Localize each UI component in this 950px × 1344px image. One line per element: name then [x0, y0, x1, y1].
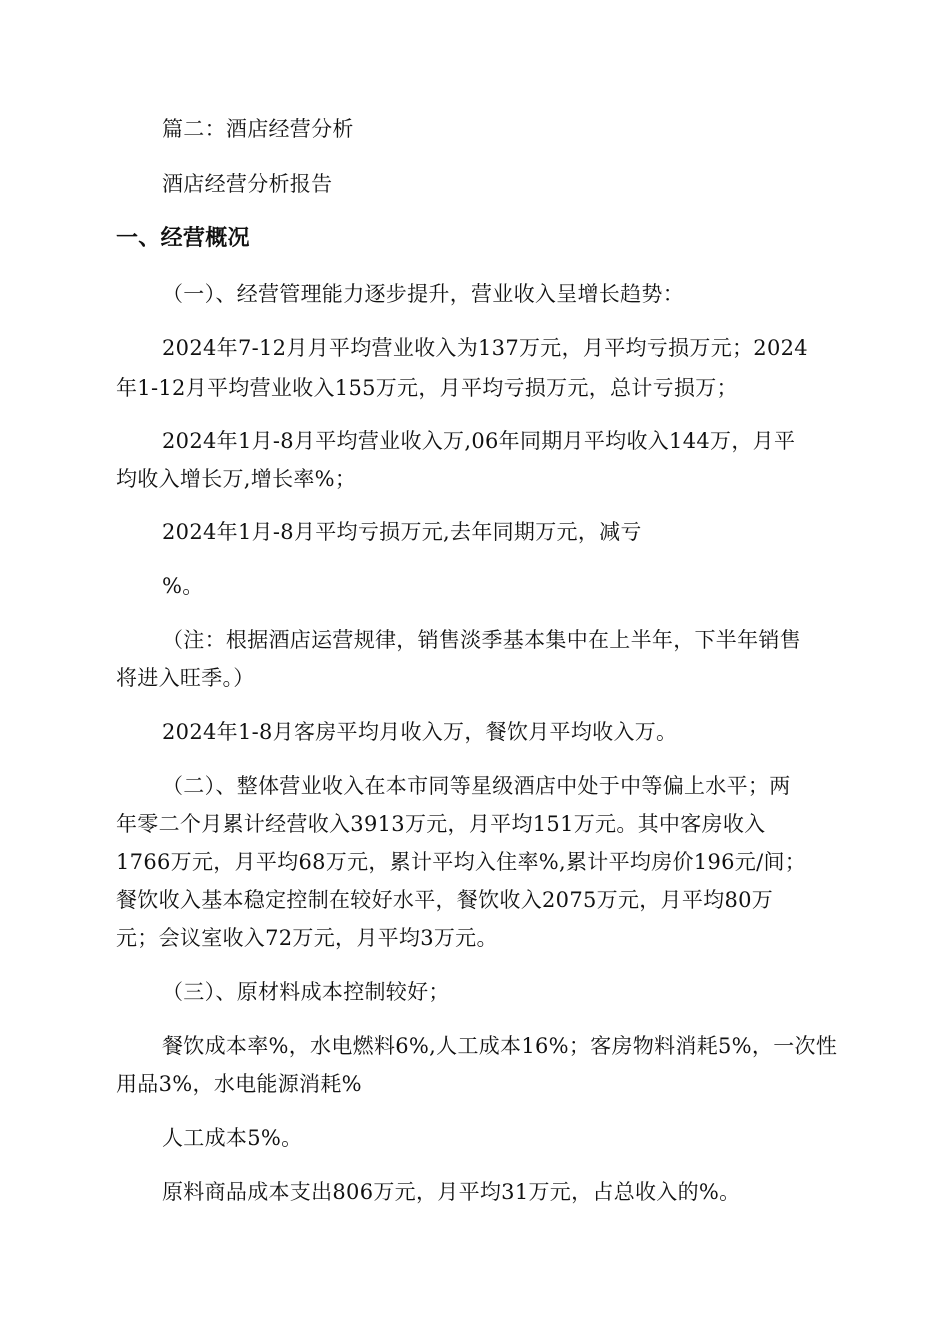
- paragraph-line: 人工成本5%。: [162, 1126, 303, 1150]
- paragraph-line: 年零二个月累计经营收入3913万元，月平均151万元。其中客房收入: [116, 812, 766, 836]
- paragraph-line: 2024年1月-8月平均营业收入万,06年同期月平均收入144万，月平: [162, 429, 796, 453]
- paragraph-line: 2024年7-12月月平均营业收入为137万元，月平均亏损万元；2024: [162, 336, 808, 360]
- report-title: 酒店经营分析报告: [162, 172, 333, 196]
- paragraph-line: 2024年1-8月客房平均月收入万，餐饮月平均收入万。: [162, 720, 678, 744]
- paragraph-line: 原料商品成本支出806万元，月平均31万元，占总收入的%。: [162, 1180, 741, 1204]
- section-title: 篇二：酒店经营分析: [162, 117, 354, 141]
- paragraph-line: 餐饮收入基本稳定控制在较好水平，餐饮收入2075万元，月平均80万: [116, 888, 774, 912]
- paragraph-line: 用品3%，水电能源消耗%: [116, 1072, 362, 1096]
- subheading-management: （一）、经营管理能力逐步提升，营业收入呈增长趋势：: [162, 282, 684, 306]
- paragraph-line: 餐饮成本率%，水电燃料6%,人工成本16%；客房物料消耗5%，一次性: [162, 1034, 838, 1058]
- note-line: （注：根据酒店运营规律，销售淡季基本集中在上半年，下半年销售: [162, 628, 801, 652]
- paragraph-line: 年1-12月平均营业收入155万元，月平均亏损万元，总计亏损万；: [116, 376, 738, 400]
- note-line: 将进入旺季。）: [116, 666, 255, 690]
- subheading-revenue-level: （二）、整体营业收入在本市同等星级酒店中处于中等偏上水平；两: [162, 774, 791, 798]
- paragraph-line: 元；会议室收入72万元，月平均3万元。: [116, 926, 498, 950]
- paragraph-line: 1766万元，月平均68万元，累计平均入住率%,累计平均房价196元/间；: [116, 850, 807, 874]
- paragraph-line: 2024年1月-8月平均亏损万元,去年同期万元，减亏: [162, 520, 642, 544]
- subheading-cost-control: （三）、原材料成本控制较好；: [162, 980, 450, 1004]
- paragraph-line: %。: [162, 574, 204, 598]
- paragraph-line: 均收入增长万,增长率%；: [116, 467, 357, 491]
- heading-operating-overview: 一、经营概况: [116, 226, 250, 251]
